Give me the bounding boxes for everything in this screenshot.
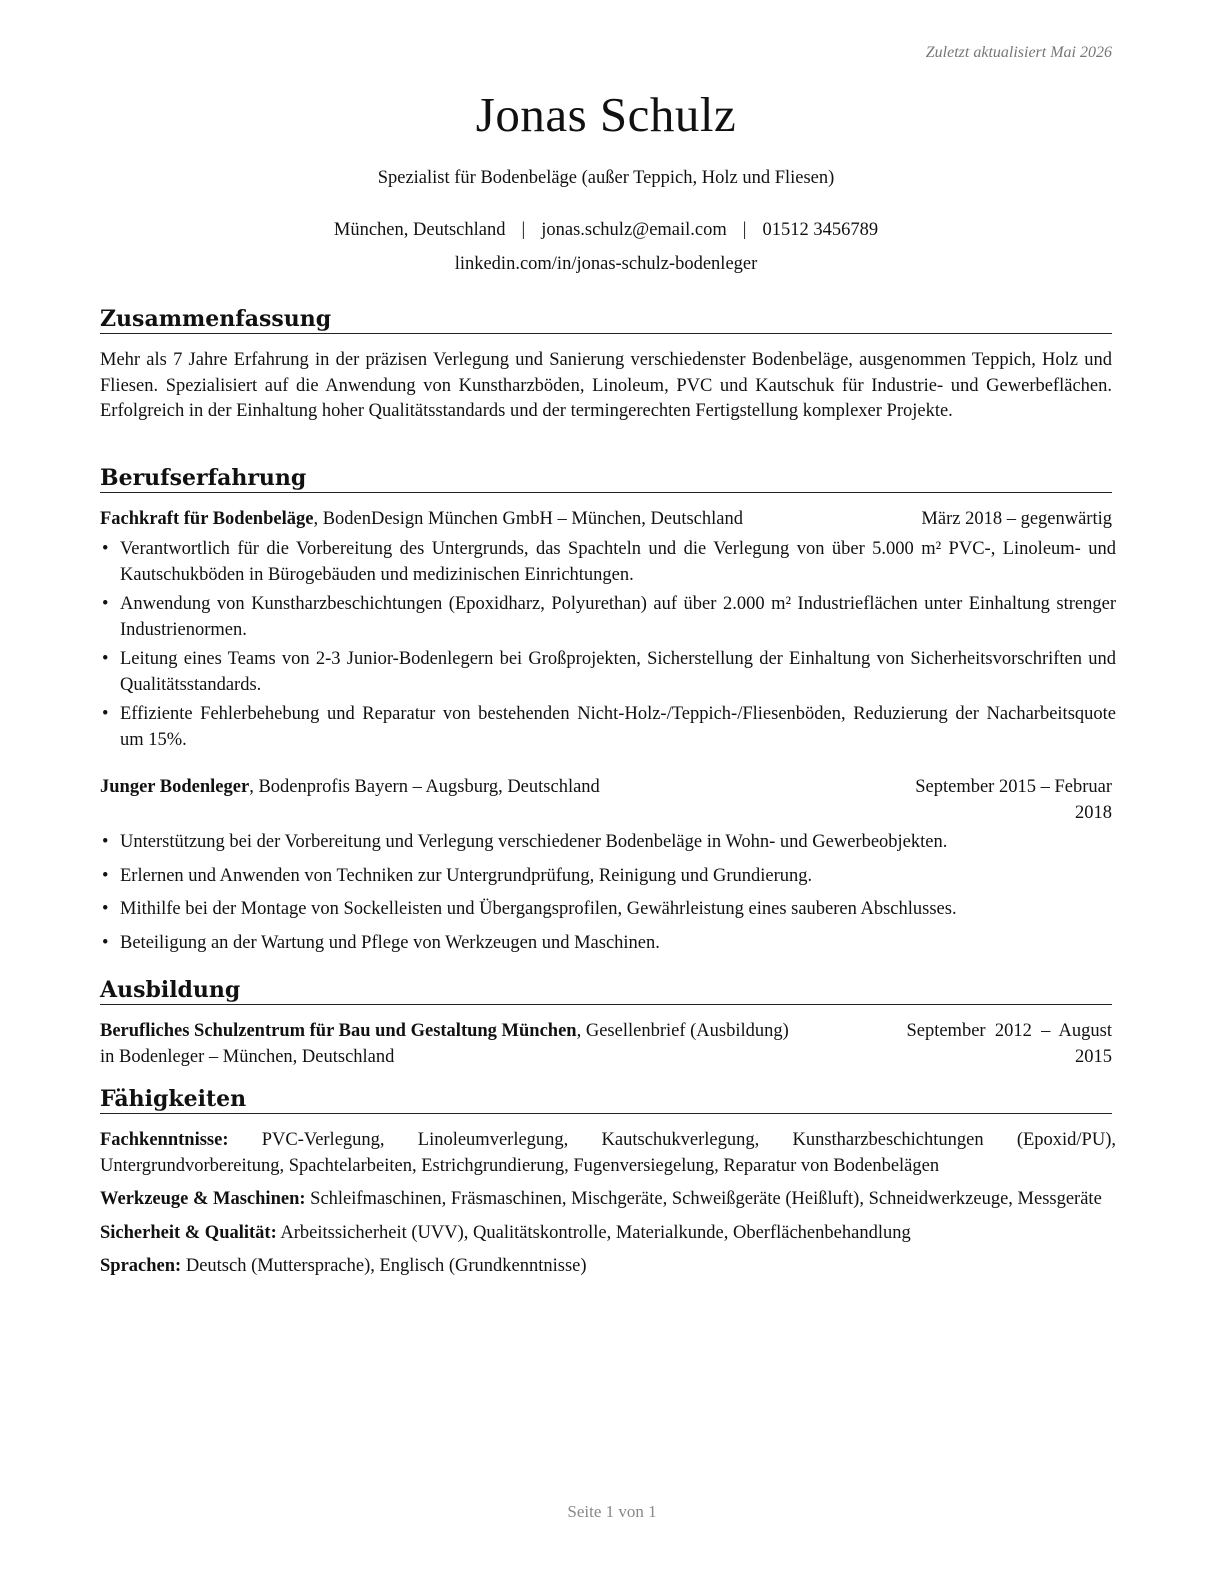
degree: , Gesellenbrief (Ausbildung) <box>576 1021 789 1041</box>
job-bullets <box>100 830 1116 956</box>
job-role: Junger Bodenleger <box>100 777 250 797</box>
location: München, Deutschland <box>333 220 506 240</box>
skill-row: Sicherheit & Qualität: Arbeitssicherheit (UVV), Qualitätskontrolle, Materialkunde, Oberflächenbehandlung <box>100 1222 911 1243</box>
section-title-education: Ausbildung <box>100 977 1112 1005</box>
list-item: • Leitung eines Teams von 2-3 Junior-Bodenlegern bei Großprojekten, Sicherstellung der Einhaltung von Sicherheitsvorschriften und Qualitätsstandards. <box>102 649 1116 695</box>
separator: | <box>521 220 526 240</box>
headline: Spezialist für Bodenbeläge (außer Teppich, Holz und Fliesen) <box>377 168 835 188</box>
school-name: Berufliches Schulzentrum für Bau und Gestaltung München <box>100 1021 577 1041</box>
section-title-experience: Berufserfahrung <box>100 465 1112 493</box>
separator: | <box>742 220 747 240</box>
email-link[interactable]: jonas.schulz@email.com <box>541 220 727 240</box>
phone: 01512 3456789 <box>762 220 879 240</box>
job-title-company <box>100 507 743 533</box>
list-item: • Unterstützung bei der Vorbereitung und Verlegung verschiedener Bodenbeläge in Wohn- und Gewerbeobjekten. <box>102 832 948 852</box>
list-item: • Effiziente Fehlerbehebung und Reparatur von bestehenden Nicht-Holz-/Teppich-/Fliesenböden, Reduzierung der Nacharbeitsquote um 15%. <box>102 704 1116 750</box>
job-role: Fachkraft für Bodenbeläge <box>100 509 314 529</box>
section-title-summary: Zusammenfassung <box>100 306 1112 334</box>
page-number: Seite 1 von 1 <box>567 1502 657 1521</box>
list-item: • Mithilfe bei der Montage von Sockelleisten und Übergangsprofilen, Gewährleistung eines sauberen Abschlusses. <box>102 899 957 919</box>
candidate-name: Jonas Schulz <box>475 87 737 142</box>
list-item: • Beteiligung an der Wartung und Pflege von Werkzeugen und Maschinen. <box>102 932 660 953</box>
list-item: • Anwendung von Kunstharzbeschichtungen (Epoxidharz, Polyurethan) auf über 2.000 m² Industrieflächen unter Einhaltung strenger Industrienormen. <box>102 594 1116 640</box>
contact-line <box>100 220 1112 241</box>
job-company: , Bodenprofis Bayern – Augsburg, Deutschland <box>249 777 600 797</box>
job-bullets <box>100 537 1116 753</box>
education-details <box>100 1019 789 1070</box>
skill-row: Fachkenntnisse: PVC-Verlegung, Linoleumverlegung, Kautschukverlegung, Kunstharzbeschichtungen (Epoxid/PU), Untergrundvorbereitung, Spachtelarbeiten, Estrichgrundierung, Fugenversiegelung, Reparatur von Bodenbelägen <box>100 1130 1116 1176</box>
section-title-skills: Fähigkeiten <box>100 1086 1112 1114</box>
skills-list <box>100 1128 1116 1280</box>
last-updated: Zuletzt aktualisiert Mai 2026 <box>925 44 1112 61</box>
job-dates: September 2015 – Februar 2018 <box>915 777 1112 823</box>
list-item: • Verantwortlich für die Vorbereitung des Untergrunds, das Spachteln und die Verlegung von über 5.000 m² PVC-, Linoleum- und Kautschukböden in Bürogebäuden und medizinischen Einrichtungen. <box>102 539 1116 585</box>
job-company: , BodenDesign München GmbH – München, Deutschland <box>313 509 743 529</box>
skill-row: Sprachen: Deutsch (Muttersprache), Englisch (Grundkenntnisse) <box>100 1256 587 1276</box>
degree-location: in Bodenleger – München, Deutschland <box>100 1046 395 1067</box>
education-dates: September 2012 – August 2015 <box>906 1021 1112 1067</box>
list-item: • Erlernen und Anwenden von Techniken zur Untergrundprüfung, Reinigung und Grundierung. <box>102 865 813 886</box>
linkedin-link[interactable]: linkedin.com/in/jonas-schulz-bodenleger <box>454 254 758 274</box>
job-dates: März 2018 – gegenwärtig <box>921 509 1112 529</box>
job-title-company <box>100 775 600 801</box>
skill-row: Werkzeuge & Maschinen: Schleifmaschinen, Fräsmaschinen, Mischgeräte, Schweißgeräte (Heißluft), Schneidwerkzeuge, Messgeräte <box>100 1189 1102 1209</box>
summary-text: Mehr als 7 Jahre Erfahrung in der präzisen Verlegung und Sanierung verschiedenster Bodenbeläge, ausgenommen Teppich, Holz und Fliesen. Spezialisiert auf die Anwendung von Kunstharzböden, Linoleum, PVC und Kautschuk für Industrie- und Gewerbeflächen. Erfolgreich in der Einhaltung hoher Qualitätsstandards und der termingerechten Fertigstellung komplexer Projekte. <box>100 350 1112 421</box>
